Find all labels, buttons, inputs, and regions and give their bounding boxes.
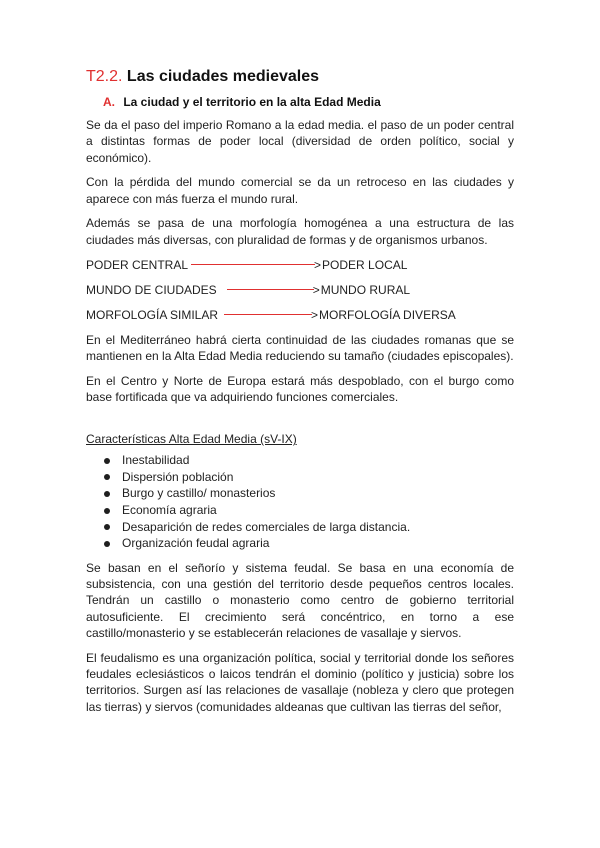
feudal-paragraph-2: El feudalismo es una organización política, social y territorial donde los señores feudales eclesiásticos o laicos tendrán el dominio (político y justicia) sobre los territorios. Surgen así las relaciones de vasallaje (nobleza y clero que protegen las tierras) y siervos (comunidades aldeanas que cultivan las tierras del señor, — [86, 650, 514, 714]
transition-to: PODER LOCAL — [322, 257, 408, 272]
title-number: T2.2. — [86, 68, 123, 85]
bullet-icon — [104, 458, 110, 464]
list-item: Dispersión población — [86, 469, 514, 486]
title-text: Las ciudades medievales — [126, 68, 320, 85]
list-item: Inestabilidad — [86, 452, 514, 469]
bullet-icon — [104, 541, 110, 547]
characteristics-heading: Características Alta Edad Media (sV-IX) — [86, 432, 297, 447]
transition-line-1 — [86, 257, 514, 273]
transition-line-3 — [86, 307, 514, 323]
arrow-head: > — [312, 282, 320, 297]
list-item: Economía agraria — [86, 502, 514, 519]
subtitle-letter: A. — [103, 95, 115, 109]
arrow-head: > — [311, 307, 319, 322]
region-paragraph-1: En el Mediterráneo habrá cierta continuidad de las ciudades romanas que se mantienen en la Alta Edad Media reduciendo su tamaño (ciudades episcopales). — [86, 332, 514, 363]
transition-from: MORFOLOGÍA SIMILAR — [86, 307, 219, 322]
bullet-icon — [104, 524, 110, 530]
section-subtitle — [103, 94, 514, 110]
transition-line-2 — [86, 282, 514, 298]
bullet-icon — [104, 491, 110, 497]
red-arrow — [191, 259, 321, 271]
bullet-icon — [104, 508, 110, 514]
transition-from: PODER CENTRAL — [86, 257, 189, 272]
bullet-icon — [104, 474, 110, 480]
subtitle-text: La ciudad y el territorio en la alta Edad Media — [123, 95, 381, 109]
page-title — [86, 66, 514, 88]
list-item: Organización feudal agraria — [86, 535, 514, 552]
red-arrow — [227, 284, 320, 296]
feudal-paragraph-1: Se basan en el señorío y sistema feudal. Se basa en una economía de subsistencia, con una gestión del territorio desde pequeños centros locales. Tendrán un castillo o monasterio como centro de gobierno territorial autosuficiente. El crecimiento será concéntrico, en torno a ese castillo/monasterio y se establecerán relaciones de vasallaje y siervos. — [86, 560, 514, 641]
list-item: Burgo y castillo/ monasterios — [86, 485, 514, 502]
intro-paragraph-1: Se da el paso del imperio Romano a la edad media. el paso de un poder central a distintas formas de poder local (diversidad de orden político, social y económico). — [86, 118, 514, 165]
document-content — [86, 66, 514, 724]
transition-to: MUNDO RURAL — [320, 282, 411, 297]
transition-from: MUNDO DE CIUDADES — [86, 282, 217, 297]
transition-to: MORFOLOGÍA DIVERSA — [319, 307, 456, 322]
region-paragraph-2: En el Centro y Norte de Europa estará más despoblado, con el burgo como base fortificada que va adquiriendo funciones comerciales. — [86, 373, 514, 404]
list-item: Desaparición de redes comerciales de larga distancia. — [86, 519, 514, 536]
arrow-head: > — [314, 257, 322, 272]
intro-paragraph-2: Con la pérdida del mundo comercial se da un retroceso en las ciudades y aparece con más fuerza el mundo rural. — [86, 175, 514, 206]
red-arrow — [224, 309, 318, 321]
characteristics-list — [86, 452, 514, 552]
intro-paragraph-3: Además se pasa de una morfología homogénea a una estructura de las ciudades más diversas, con pluralidad de formas y de organismos urbanos. — [86, 216, 514, 247]
